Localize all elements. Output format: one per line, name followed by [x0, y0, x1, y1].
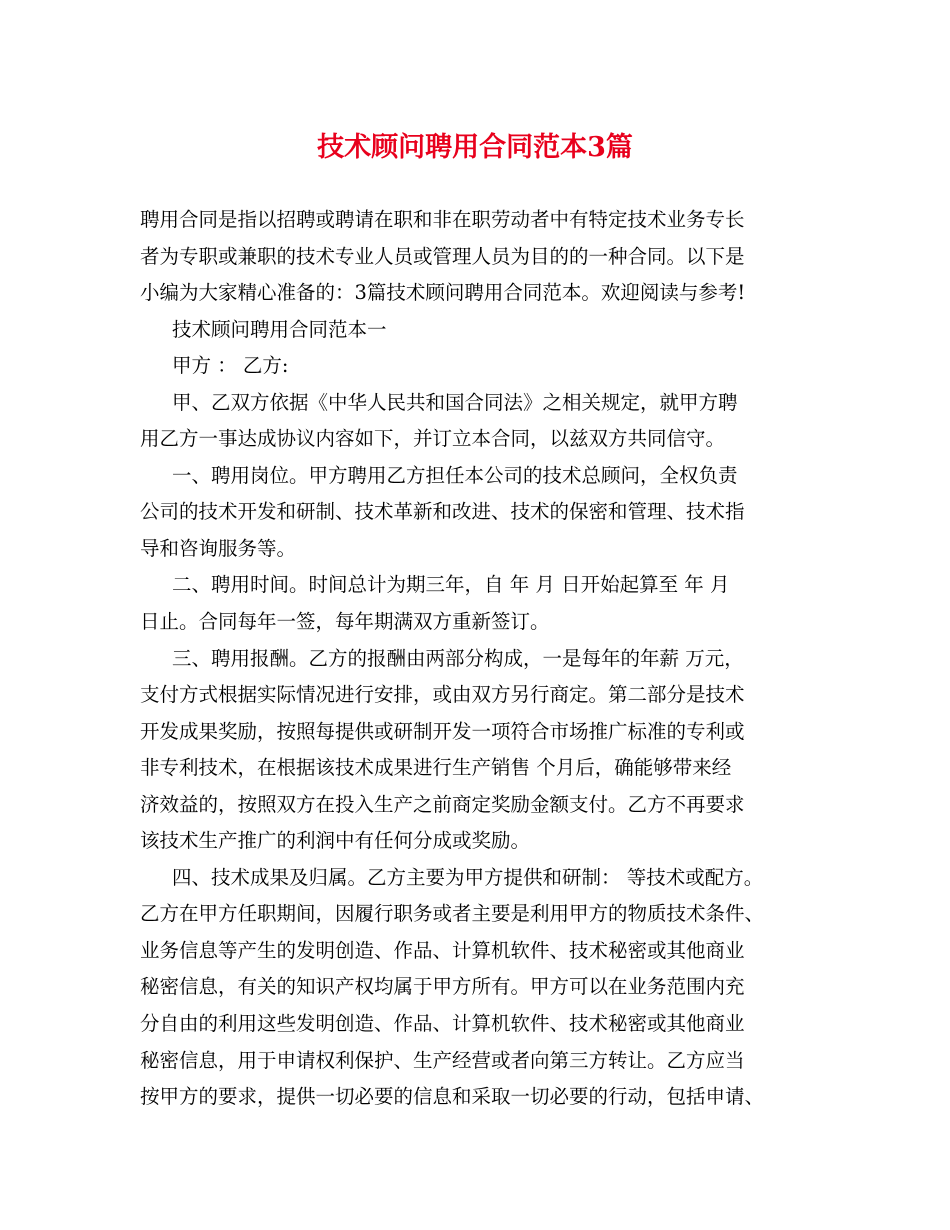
body-line: 业务信息等产生的发明创造、作品、计算机软件、技术秘密或其他商业	[140, 938, 745, 962]
body-line: 济效益的，按照双方在投入生产之前商定奖励金额支付。乙方不再要求	[140, 792, 745, 816]
body-line: 导和咨询服务等。	[140, 536, 297, 560]
body-line: 二、聘用时间。时间总计为期三年，自 年 月 日开始起算至 年 月	[172, 573, 730, 597]
body-line: 聘用合同是指以招聘或聘请在职和非在职劳动者中有特定技术业务专长	[140, 208, 745, 231]
body-line: 按甲方的要求，提供一切必要的信息和采取一切必要的行动，包括申请、	[140, 1085, 765, 1109]
body-line: 非专利技术，在根据该技术成果进行生产销售 个月后，确能够带来经	[140, 756, 732, 780]
body-line: 该技术生产推广的利润中有任何分成或奖励。	[140, 829, 531, 853]
body-line: 一、聘用岗位。甲方聘用乙方担任本公司的技术总顾问，全权负责	[172, 463, 738, 487]
body-line: 乙方在甲方任职期间，因履行职务或者主要是利用甲方的物质技术条件、	[140, 902, 765, 926]
body-line: 用乙方一事达成协议内容如下，并订立本合同，以兹双方共同信守。	[140, 427, 726, 451]
body-line: 甲方 ： 乙方:	[172, 354, 289, 378]
body-line: 公司的技术开发和研制、技术革新和改进、技术的保密和管理、技术指	[140, 500, 745, 524]
body-line: 秘密信息，有关的知识产权均属于甲方所有。甲方可以在业务范围内充	[140, 975, 745, 999]
body-line: 分自由的利用这些发明创造、作品、计算机软件、技术秘密或其他商业	[140, 1012, 745, 1036]
body-line: 支付方式根据实际情况进行安排，或由双方另行商定。第二部分是技术	[140, 683, 745, 707]
body-line: 开发成果奖励，按照每提供或研制开发一项符合市场推广标准的专利或	[140, 719, 745, 743]
body-line: 技术顾问聘用合同范本一	[172, 317, 387, 341]
body-line: 日止。合同每年一签，每年期满双方重新签订。	[140, 610, 550, 634]
document-title: 技术顾问聘用合同范本3篇	[317, 132, 633, 163]
body-line: 小编为大家精心准备的：3篇技术顾问聘用合同范本。欢迎阅读与参考!	[140, 281, 746, 305]
body-line: 秘密信息，用于申请权利保护、生产经营或者向第三方转让。乙方应当	[140, 1048, 745, 1072]
body-line: 者为专职或兼职的技术专业人员或管理人员为目的的一种合同。以下是	[140, 244, 745, 268]
body-line: 四、技术成果及归属。乙方主要为甲方提供和研制： 等技术或配方。	[172, 865, 764, 889]
body-line: 三、聘用报酬。乙方的报酬由两部分构成，一是每年的年薪 万元，	[172, 646, 744, 670]
document-body	[140, 202, 820, 1116]
body-line: 甲、乙双方依据《中华人民共和国合同法》之相关规定，就甲方聘	[172, 390, 738, 414]
